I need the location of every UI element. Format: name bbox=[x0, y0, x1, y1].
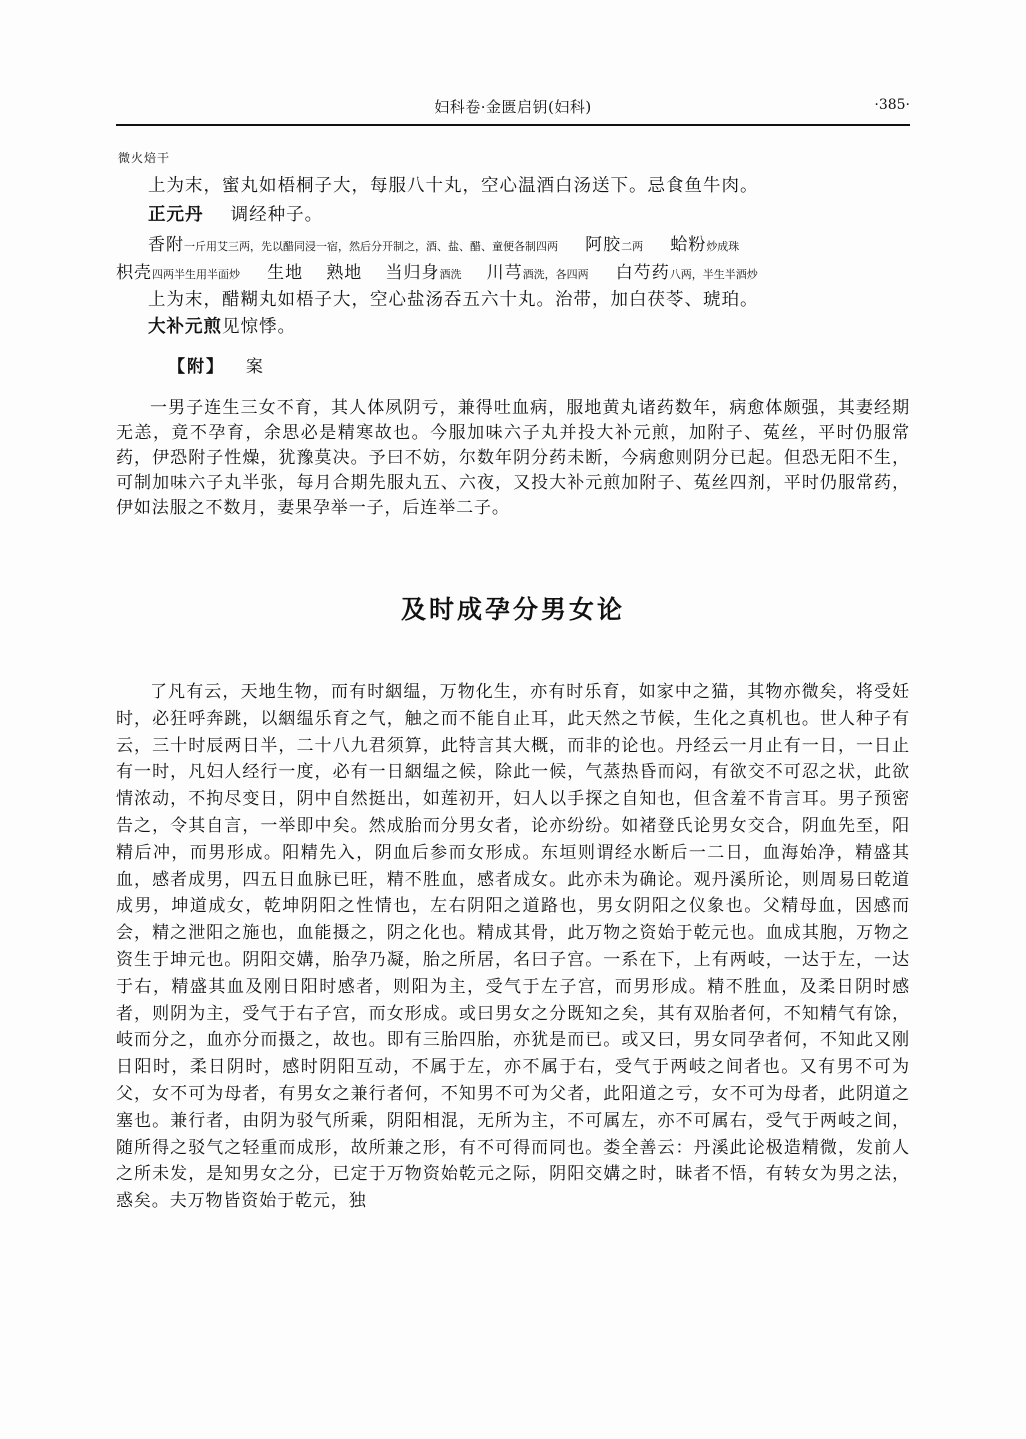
formula-instructions: 上为末，醋糊丸如梧子大，空心盐汤吞五六十丸。治带，加白茯苓、琥珀。 bbox=[148, 290, 759, 310]
running-title: 妇科卷·金匮启钥(妇科) bbox=[434, 98, 592, 116]
essay-paragraph: 了凡有云，天地生物，而有时絪缊，万物化生，亦有时乐育，如家中之猫，其物亦微矣，将受妊时，必狂呼奔跳，以絪缊乐育之气，触之而不能自止耳，此天然之节候，生化之真机也。世人种子有云，三十时辰两日半，二十八九君须算，此特言其大概，而非的论也。丹经云一月止有一日，一日止有一时，凡妇人经行一度，必有一日絪缊之候，除此一候，气蒸热昏而闷，有欲交不可忍之状，此欲情浓动，不拘尽变日，阴中自然挺出，如莲初开，妇人以手探之自知也，但含羞不肯言耳。男子预密告之，令其自言，一举即中矣。然成胎而分男女者，论亦纷纷。如褚登氏论男女交合，阴血先至，阳精后冲，而男形成。阳精先入，阴血后参而女形成。东垣则谓经水断后一二日，血海始净，精盛其血，感者成男，四五日血脉已旺，精不胜血，感者成女。此亦未为确论。观丹溪所论，则周易曰乾道成男，坤道成女，乾坤阴阳之性情也，左右阴阳之道路也，男女阴阳之仪象也。父精母血，因感而会，精之泄阳之施也，血能摄之，阴之化也。精成其骨，此万物之资始于乾元也。血成其胞，万物之资生于坤元也。阴阳交媾，胎孕乃凝，胎之所居，名曰子宫。一系在下，上有两岐，一达于左，一达于右，精盛其血及刚日阳时感者，则阳为主，受气于左子宫，而男形成。精不胜血，及柔日阴时感者，则阴为主，受气于右子宫，而女形成。或曰男女之分既知之矣，其有双胎者何，不知精气有馀，岐而分之，血亦分而摄之，故也。即有三胎四胎，亦犹是而已。或又曰，男女同孕者何，不知此又刚日阳时，柔日阴时，感时阴阳互动，不属于左，亦不属于右，受气于两岐之间者也。又有男不可为父，女不可为母者，有男女之兼行者何，不知男不可为父者，此阳道之亏，女不可为母者，此阴道之塞也。兼行者，由阴为驳气所乘，阴阳相混，无所为主，不可属左，亦不可属右，受气于两岐之间，随所得之驳气之轻重而成形，故所兼之形，有不可得而同也。娄全善云：丹溪此论极造精微，发前人之所未发，是知男女之分，已定于万物资始乾元之际，阴阳交媾之时，昧者不悟，有转女为男之法，惑矣。夫万物皆资始于乾元，独 bbox=[116, 682, 910, 1212]
formula-zhengyuan-heading bbox=[148, 201, 323, 226]
recipe-instructions: 上为末，蜜丸如梧桐子大，每服八十丸，空心温酒白汤送下。忌食鱼牛肉。 bbox=[148, 176, 759, 196]
herb-note: 一斤用艾三两，先以醋同浸一宿，然后分开制之，酒、盐、醋、童便各制四两 bbox=[184, 240, 558, 253]
appendix-label: 【附】 bbox=[168, 357, 225, 377]
formula-indication: 调经种子。 bbox=[230, 205, 324, 225]
herb-note: 八两，半生半酒炒 bbox=[669, 268, 758, 281]
appendix-word: 案 bbox=[245, 357, 265, 377]
preparation-note: 微火焙干 bbox=[118, 151, 171, 165]
herb-name: 香附 bbox=[148, 235, 184, 255]
herb-note: 酒洗，各四两 bbox=[522, 268, 589, 281]
herb-name: 阿胶 bbox=[585, 235, 622, 255]
herb-note: 酒洗 bbox=[439, 268, 462, 281]
ingredients-line-2 bbox=[116, 258, 758, 283]
herb-note: 炒成珠 bbox=[706, 240, 740, 253]
herb-name: 枳壳 bbox=[116, 263, 152, 283]
case-paragraph: 一男子连生三女不育，其人体夙阴亏，兼得吐血病，服地黄丸诸药数年，病愈体颇强，其妻经期无恙，竟不孕育，余思必是精寒故也。今服加味六子丸并投大补元煎，加附子、菟丝，平时仍服常药，伊恐附子性燥，犹豫莫决。予曰不妨，尔数年阴分药未断，今病愈则阴分已起。但恐无阳不生，可制加味六子丸半张，每月合期先服丸五、六夜，又投大补元煎加附子、菟丝四剂，平时仍服常药，伊如法服之不数月，妻果孕举一子，后连举二子。 bbox=[116, 398, 910, 518]
herb-note: 四两半生用半面炒 bbox=[152, 268, 240, 281]
herb-name: 川芎 bbox=[486, 263, 523, 283]
section-title: 及时成孕分男女论 bbox=[400, 595, 625, 624]
header-rule bbox=[116, 124, 910, 126]
herb-name: 当归身 bbox=[385, 263, 440, 283]
running-header bbox=[116, 94, 910, 120]
formula-name: 正元丹 bbox=[148, 205, 204, 225]
herb-name: 白芍药 bbox=[615, 263, 670, 283]
herb-name: 熟地 bbox=[326, 263, 363, 283]
formula-reference: 见惊悸。 bbox=[222, 317, 296, 337]
herb-name: 生地 bbox=[267, 263, 304, 283]
formula-dabuyuan bbox=[148, 313, 296, 338]
page-number: ·385· bbox=[874, 97, 910, 113]
formula-name: 大补元煎 bbox=[148, 317, 222, 337]
herb-name: 蛤粉 bbox=[670, 235, 707, 255]
appendix-heading bbox=[168, 352, 265, 377]
ingredients-line-1 bbox=[148, 230, 739, 255]
herb-note: 二两 bbox=[621, 240, 644, 253]
